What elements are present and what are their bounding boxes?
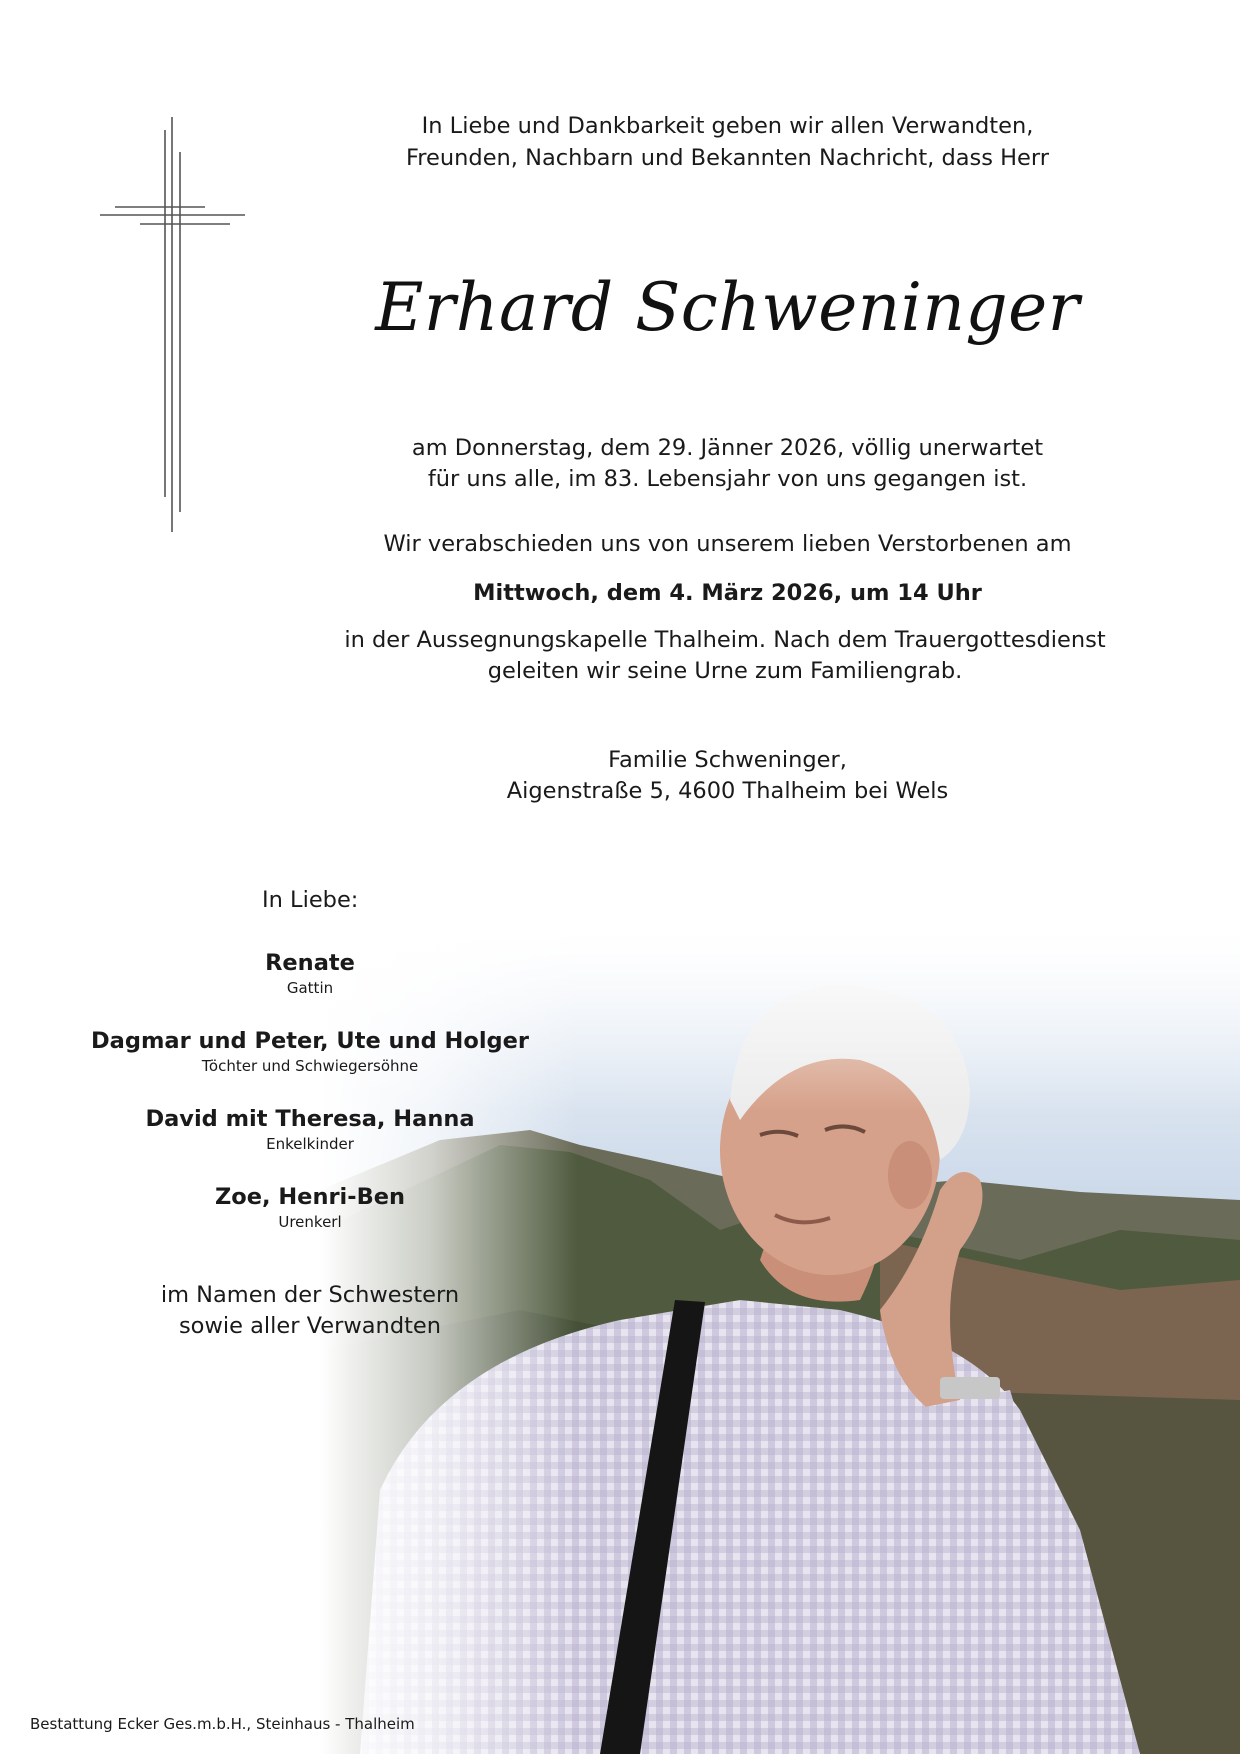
place-line-1: in der Aussegnungskapelle Thalheim. Nach dem Trauergottesdienst — [344, 627, 1106, 653]
family-line-2: Aigenstraße 5, 4600 Thalheim bei Wels — [506, 778, 949, 804]
family-address — [340, 745, 1115, 807]
mourner-name: Renate — [265, 950, 355, 976]
deceased-name: Erhard Schweninger — [375, 269, 1080, 346]
closing-text — [60, 1280, 560, 1342]
mourner-group — [60, 1182, 560, 1232]
closing-line-1: im Namen der Schwestern — [160, 1282, 460, 1308]
mourner-relation: Gattin — [286, 979, 334, 997]
death-line-2: für uns alle, im 83. Lebensjahr von uns gegangen ist. — [427, 466, 1028, 492]
mourner-group — [60, 1104, 560, 1154]
ceremony-date: Mittwoch, dem 4. März 2026, um 14 Uhr — [473, 580, 982, 606]
intro-text — [340, 110, 1115, 174]
intro-line-2: Freunden, Nachbarn und Bekannten Nachricht, dass Herr — [406, 145, 1049, 171]
mourner-group — [60, 1026, 560, 1076]
mourner-relation: Töchter und Schwiegersöhne — [201, 1057, 419, 1075]
mourner-relation: Urenkerl — [278, 1213, 342, 1231]
funeral-home-footer: Bestattung Ecker Ges.m.b.H., Steinhaus - Thalheim — [30, 1715, 415, 1733]
place-line-2: geleiten wir seine Urne zum Familiengrab. — [487, 658, 963, 684]
intro-line-1: In Liebe und Dankbarkeit geben wir allen Verwandten, — [421, 113, 1034, 139]
mourner-name: Dagmar und Peter, Ute und Holger — [91, 1028, 529, 1054]
mourner-name: Zoe, Henri-Ben — [214, 1184, 406, 1210]
death-line-1: am Donnerstag, dem 29. Jänner 2026, völlig unerwartet — [411, 435, 1044, 461]
ceremony-place — [330, 625, 1120, 687]
mourner-name: David mit Theresa, Hanna — [145, 1106, 475, 1132]
closing-line-2: sowie aller Verwandten — [178, 1313, 442, 1339]
family-line-1: Familie Schweninger, — [608, 747, 847, 773]
cross-icon — [95, 112, 255, 542]
mourners-list — [60, 948, 560, 1260]
mourner-relation: Enkelkinder — [266, 1135, 354, 1153]
farewell-text: Wir verabschieden uns von unserem lieben Verstorbenen am — [383, 531, 1072, 557]
mourner-group — [60, 948, 560, 998]
death-notice — [340, 433, 1115, 495]
in-liebe-label: In Liebe: — [262, 887, 359, 913]
